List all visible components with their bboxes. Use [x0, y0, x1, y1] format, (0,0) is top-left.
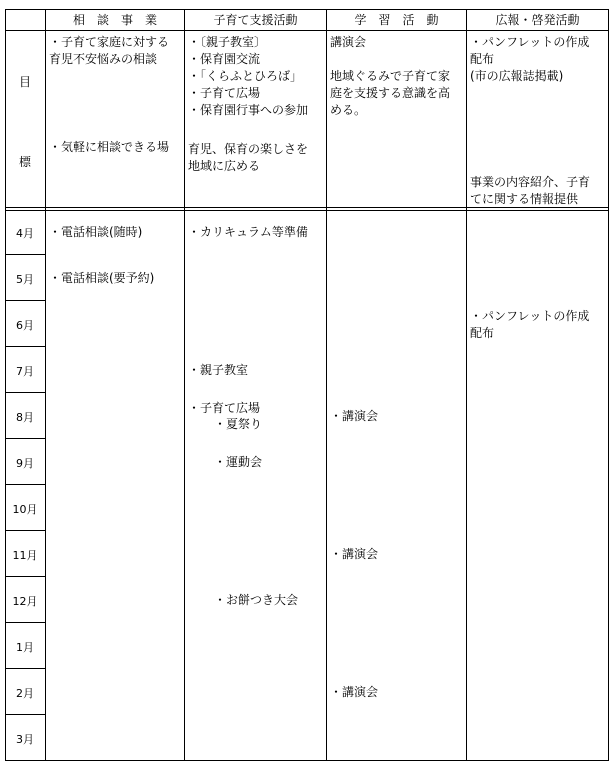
table-border-bottom: [5, 760, 609, 761]
month-divider: [5, 254, 45, 255]
schedule-support-aug-sub: ・夏祭り: [214, 417, 263, 431]
month-label-dec: 12月: [12, 595, 38, 608]
goal-pr-1: ・パンフレットの作成 配布 (市の広報誌掲載): [470, 35, 590, 83]
goal-consult-1: ・子育て家庭に対する 育児不安悩みの相談: [49, 35, 170, 66]
schedule-pr-jun: ・パンフレットの作成 配布: [470, 309, 590, 340]
month-divider: [5, 622, 45, 623]
schedule-support-apr: ・カリキュラム等準備: [188, 225, 308, 239]
header-childcare-support: 子育て支援活動: [213, 13, 298, 27]
month-label-aug: 8月: [16, 411, 34, 424]
month-divider: [5, 392, 45, 393]
goal-label-bottom: 標: [18, 155, 31, 169]
col-line-3: [326, 9, 327, 761]
header-consultation: 相 談 事 業: [72, 13, 157, 27]
month-label-jan: 1月: [16, 641, 34, 654]
schedule-consult-apr: ・電話相談(随時): [49, 225, 143, 239]
goal-consult-2: ・気軽に相談できる場: [49, 140, 170, 154]
schedule-learning-aug: ・講演会: [330, 409, 379, 423]
month-divider: [5, 576, 45, 577]
month-label-oct: 10月: [12, 503, 38, 516]
month-label-nov: 11月: [12, 549, 38, 562]
month-label-apr: 4月: [16, 227, 34, 240]
month-label-sep: 9月: [16, 457, 34, 470]
month-label-jun: 6月: [16, 319, 34, 332]
header-divider: [5, 30, 609, 31]
month-divider: [5, 530, 45, 531]
goal-learning-2: 地域ぐるみで子育て家 庭を支援する意識を高 める。: [330, 69, 451, 117]
schedule-learning-feb: ・講演会: [330, 685, 379, 699]
schedule-support-aug: ・子育て広場: [188, 401, 261, 415]
goal-learning-1: 講演会: [330, 35, 367, 49]
month-divider: [5, 714, 45, 715]
schedule-support-dec: ・お餅つき大会: [214, 593, 299, 607]
month-divider: [5, 346, 45, 347]
goal-support-1: ・〔親子教室〕 ・保育園交流 ・「くらふとひろば」 ・子育て広場 ・保育園行事への参加: [188, 35, 309, 117]
header-public-relations: 広報・啓発活動: [495, 13, 580, 27]
schedule-consult-may: ・電話相談(要予約): [49, 271, 155, 285]
header-corner: [6, 10, 45, 30]
month-label-jul: 7月: [16, 365, 34, 378]
month-label-may: 5月: [16, 273, 34, 286]
goal-support-2: 育児、保育の楽しさを 地域に広める: [188, 142, 309, 173]
month-divider: [5, 300, 45, 301]
month-divider: [5, 668, 45, 669]
schedule-learning-nov: ・講演会: [330, 547, 379, 561]
col-line-2: [184, 9, 185, 761]
month-divider: [5, 438, 45, 439]
goal-label-top: 目: [18, 75, 31, 89]
header-learning: 学 習 活 動: [354, 13, 439, 27]
goal-pr-2: 事業の内容紹介、子育 てに関する情報提供: [470, 175, 591, 206]
schedule-support-sep: ・運動会: [214, 455, 263, 469]
col-line-5: [608, 9, 609, 761]
month-label-feb: 2月: [16, 687, 34, 700]
col-line-1: [45, 9, 46, 761]
month-label-mar: 3月: [16, 733, 34, 746]
schedule-support-jul: ・親子教室: [188, 363, 249, 377]
month-divider: [5, 484, 45, 485]
goal-divider-double: [5, 210, 609, 211]
col-line-4: [466, 9, 467, 761]
